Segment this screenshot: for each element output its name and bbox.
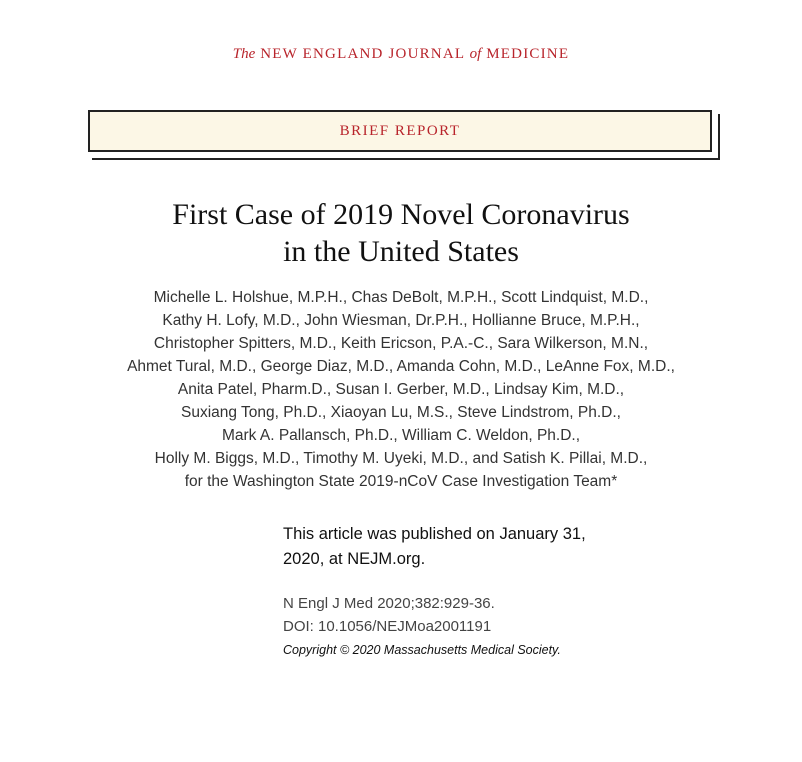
author-line: Mark A. Pallansch, Ph.D., William C. Weldon, Ph.D., — [221, 427, 581, 444]
title-line-1: First Case of 2019 Novel Coronavirus — [172, 198, 630, 231]
section-label: BRIEF REPORT — [339, 123, 461, 139]
author-line: Ahmet Tural, M.D., George Diaz, M.D., Amanda Cohn, M.D., LeAnne Fox, M.D., — [127, 358, 675, 375]
citation-block — [283, 592, 703, 638]
author-line: Christopher Spitters, M.D., Keith Ericson, P.A.-C., Sara Wilkerson, M.N., — [153, 335, 649, 352]
section-box — [88, 110, 712, 152]
copyright-notice: Copyright © 2020 Massachusetts Medical Society. — [283, 643, 561, 657]
article-title — [0, 196, 802, 270]
author-line: Suxiang Tong, Ph.D., Xiaoyan Lu, M.S., Steve Lindstrom, Ph.D., — [181, 404, 621, 421]
journal-reference: N Engl J Med 2020;382:929-36. — [283, 595, 495, 612]
masthead-the: The — [232, 46, 256, 62]
publication-note-line-2: 2020, at NEJM.org. — [283, 550, 426, 568]
publication-note — [283, 522, 683, 572]
author-list — [0, 286, 802, 493]
title-line-2: in the United States — [283, 235, 519, 268]
journal-masthead — [0, 44, 802, 64]
author-line: for the Washington State 2019-nCoV Case Investigation Team* — [184, 473, 618, 490]
author-line: Holly M. Biggs, M.D., Timothy M. Uyeki, M.D., and Satish K. Pillai, M.D., — [154, 450, 648, 467]
doi: DOI: 10.1056/NEJMoa2001191 — [283, 618, 492, 635]
masthead-journal-name-2: MEDICINE — [486, 46, 570, 62]
author-line: Michelle L. Holshue, M.P.H., Chas DeBolt, M.P.H., Scott Lindquist, M.D., — [153, 289, 649, 306]
publication-note-line-1: This article was published on January 31, — [283, 525, 586, 543]
masthead-of: of — [469, 46, 482, 62]
author-line: Kathy H. Lofy, M.D., John Wiesman, Dr.P.H., Hollianne Bruce, M.P.H., — [162, 312, 640, 329]
author-line: Anita Patel, Pharm.D., Susan I. Gerber, M.D., Lindsay Kim, M.D., — [177, 381, 625, 398]
masthead-journal-name-1: NEW ENGLAND JOURNAL — [260, 46, 465, 62]
